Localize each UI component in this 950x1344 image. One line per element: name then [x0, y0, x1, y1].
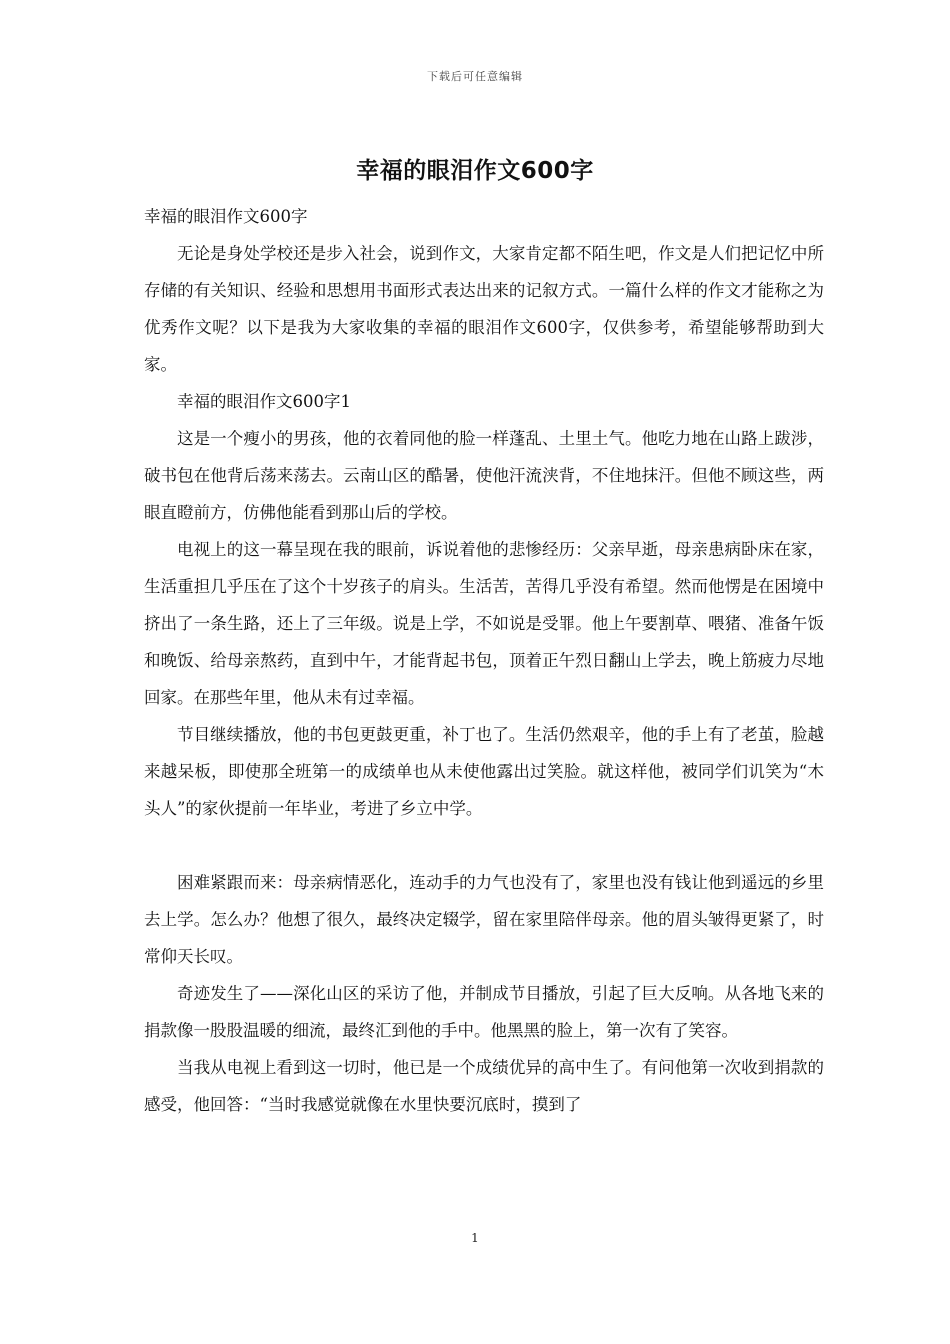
paragraph: 困难紧跟而来：母亲病情恶化，连动手的力气也没有了，家里也没有钱让他到遥远的乡里去上学。怎么办？他想了很久，最终决定辍学，留在家里陪伴母亲。他的眉头皱得更紧了，时常仰天长叹。 [144, 873, 824, 966]
paragraph: 电视上的这一幕呈现在我的眼前，诉说着他的悲惨经历：父亲早逝，母亲患病卧床在家，生活重担几乎压在了这个十岁孩子的肩头。生活苦，苦得几乎没有希望。然而他愣是在困境中挤出了一条生路，还上了三年级。说是上学，不如说是受罪。他上午要割草、喂猪、准备午饭和晚饭、给母亲熬药，直到中午，才能背起书包，顶着正午烈日翻山上学去，晚上筋疲力尽地回家。在那些年里，他从未有过幸福。 [144, 540, 824, 707]
paragraph: 这是一个瘦小的男孩，他的衣着同他的脸一样蓬乱、土里土气。他吃力地在山路上跋涉，破书包在他背后荡来荡去。云南山区的酷暑，使他汗流浃背，不住地抹汗。但他不顾这些，两眼直瞪前方，仿佛他能看到那山后的学校。 [144, 429, 824, 522]
document-title: 幸福的眼泪作文600字 [356, 158, 594, 184]
page-number: 1 [471, 1231, 479, 1245]
document-body [144, 198, 824, 1123]
page-header-note: 下载后可任意编辑 [427, 70, 523, 83]
paragraph-spacer [144, 827, 824, 864]
paragraph: 奇迹发生了——深化山区的采访了他，并制成节目播放，引起了巨大反响。从各地飞来的捐款像一股股温暖的细流，最终汇到他的手中。他黑黑的脸上，第一次有了笑容。 [144, 984, 824, 1040]
document-subtitle: 幸福的眼泪作文600字 [144, 207, 308, 226]
paragraph: 当我从电视上看到这一切时，他已是一个成绩优异的高中生了。有问他第一次收到捐款的感受，他回答：“当时我感觉就像在水里快要沉底时，摸到了 [144, 1058, 824, 1114]
paragraph: 节目继续播放，他的书包更鼓更重，补丁也了。生活仍然艰辛，他的手上有了老茧，脸越来越呆板，即使那全班第一的成绩单也从未使他露出过笑脸。就这样他，被同学们讥笑为“木头人”的家伙提前一年毕业，考进了乡立中学。 [144, 725, 824, 818]
section-heading: 幸福的眼泪作文600字1 [177, 392, 351, 411]
paragraph-intro: 无论是身处学校还是步入社会，说到作文，大家肯定都不陌生吧，作文是人们把记忆中所存储的有关知识、经验和思想用书面形式表达出来的记叙方式。一篇什么样的作文才能称之为优秀作文呢？以下是我为大家收集的幸福的眼泪作文600字，仅供参考，希望能够帮助到大家。 [144, 244, 824, 374]
